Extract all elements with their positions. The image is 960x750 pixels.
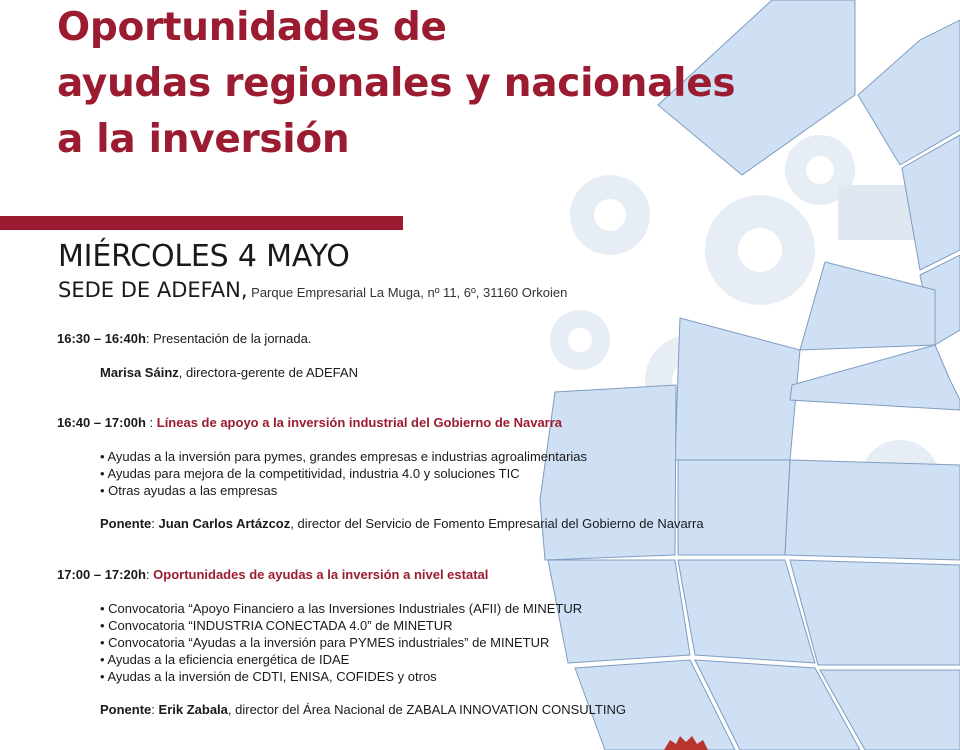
session-2-items: [100, 448, 587, 499]
venue-address: Parque Empresarial La Muga, nº 11, 6º, 31160 Orkoien: [247, 285, 568, 300]
session-2-speaker-name: Juan Carlos Artázcoz: [158, 516, 291, 531]
session-3-speaker-label: Ponente: [100, 702, 152, 717]
accent-bar: [0, 216, 403, 230]
event-venue: [58, 278, 567, 302]
title-line-3: a la inversión: [57, 117, 350, 162]
session-1-separator: :: [145, 331, 154, 346]
session-2-separator: :: [145, 415, 157, 430]
session-1-title: Presentación de la jornada.: [153, 331, 312, 346]
list-item: • Ayudas a la inversión para pymes, grandes empresas e industrias agroalimentarias: [100, 448, 587, 465]
title-line-2: ayudas regionales y nacionales: [57, 61, 736, 106]
session-2-speaker-label: Ponente: [100, 516, 152, 531]
list-item: • Ayudas para mejora de la competitividad, industria 4.0 y soluciones TIC: [100, 465, 587, 482]
session-1-time: 16:30 – 16:40h: [57, 331, 146, 346]
title-line-1: Oportunidades de: [57, 5, 447, 50]
session-1-speaker: [100, 364, 358, 381]
event-title: [57, 0, 857, 168]
session-3-separator: :: [145, 567, 154, 582]
session-2-time: 16:40 – 17:00h: [57, 415, 146, 430]
session-1-speaker-role: , directora-gerente de ADEFAN: [178, 365, 358, 380]
list-item: • Ayudas a la eficiencia energética de IDAE: [100, 651, 582, 668]
event-date: MIÉRCOLES 4 MAYO: [58, 239, 350, 274]
session-2-title: Líneas de apoyo a la inversión industrial del Gobierno de Navarra: [156, 415, 563, 430]
session-3-items: [100, 600, 582, 685]
session-3-speaker-name: Erik Zabala: [158, 702, 228, 717]
list-item: • Convocatoria “INDUSTRIA CONECTADA 4.0” de MINETUR: [100, 617, 582, 634]
session-3-speaker-role: , director del Área Nacional de ZABALA INNOVATION CONSULTING: [227, 702, 626, 717]
session-2-speaker-role: , director del Servicio de Fomento Empresarial del Gobierno de Navarra: [290, 516, 704, 531]
session-3-header: [57, 566, 488, 583]
list-item: • Convocatoria “Ayudas a la inversión para PYMES industriales” de MINETUR: [100, 634, 582, 651]
session-3-title: Oportunidades de ayudas a la inversión a nivel estatal: [153, 567, 489, 582]
venue-name: SEDE DE ADEFAN,: [58, 278, 248, 302]
session-2-speaker: Ponente: Juan Carlos Artázcoz, director del Servicio de Fomento Empresarial del Gobierno de Navarra: [100, 516, 704, 531]
list-item: • Ayudas a la inversión de CDTI, ENISA, COFIDES y otros: [100, 668, 582, 685]
list-item: • Otras ayudas a las empresas: [100, 482, 587, 499]
list-item: • Convocatoria “Apoyo Financiero a las Inversiones Industriales (AFII) de MINETUR: [100, 600, 582, 617]
session-1-speaker-name: Marisa Sáinz: [100, 365, 179, 380]
session-1-header: [57, 330, 311, 347]
session-2-header: [57, 414, 562, 431]
session-3-time: 17:00 – 17:20h: [57, 567, 146, 582]
session-3-speaker: Ponente: Erik Zabala, director del Área Nacional de ZABALA INNOVATION CONSULTING: [100, 702, 626, 717]
